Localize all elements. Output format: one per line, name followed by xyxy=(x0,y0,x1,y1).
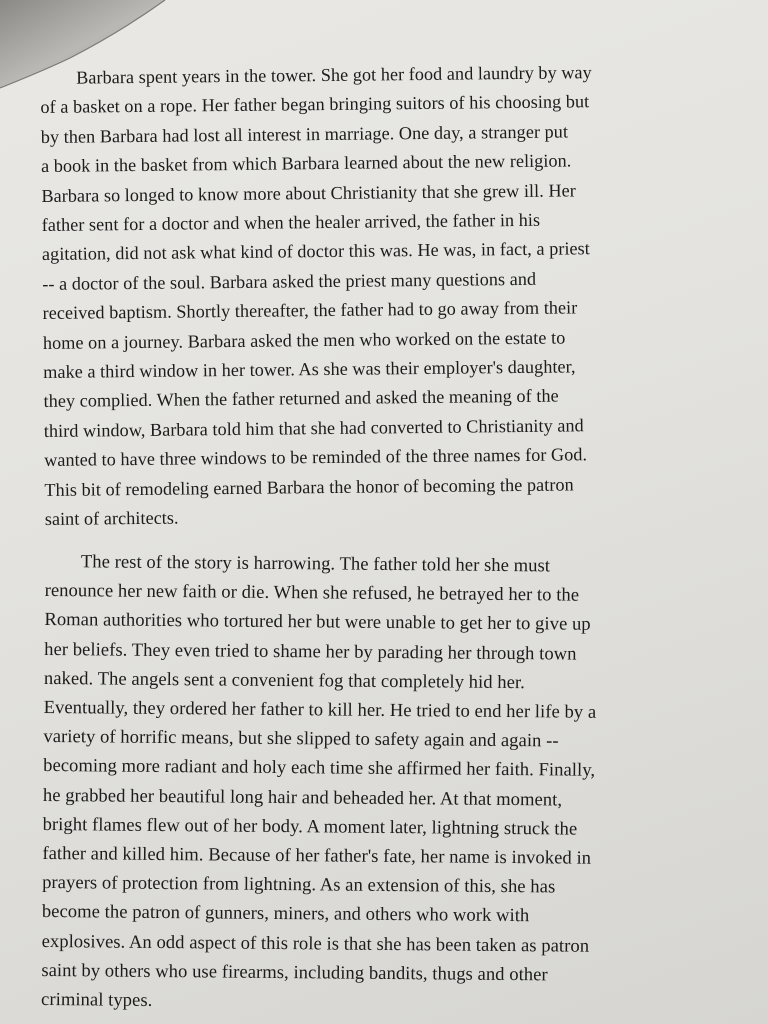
text-line: criminal types. xyxy=(41,988,153,1011)
text-line: home on a journey. Barbara asked the men who worked on the estate to xyxy=(42,327,566,353)
text-line: he grabbed her beautiful long hair and beheaded her. At that moment, xyxy=(42,784,563,810)
text-line: variety of horrific means, but she slipped to safety again and again -- xyxy=(43,725,559,752)
paragraph-2 xyxy=(41,546,745,1019)
text-line: received baptism. Shortly thereafter, the father had to go away from their xyxy=(42,297,578,324)
text-line: agitation, did not ask what kind of doctor this was. He was, in fact, a priest xyxy=(41,238,590,265)
text-line: saint of architects. xyxy=(44,507,179,530)
text-line: Roman authorities who tortured her but were unable to get her to give up xyxy=(44,608,591,635)
text-line: renounce her new faith or die. When she refused, he betrayed her to the xyxy=(44,579,580,606)
text-line: they complied. When the father returned and asked the meaning of the xyxy=(43,386,559,412)
text-line: become the patron of gunners, miners, and others who work with xyxy=(41,900,530,927)
text-line: make a third window in her tower. As she was their employer's daughter, xyxy=(43,356,576,383)
text-line: Barbara so longed to know more about Christianity that she grew ill. Her xyxy=(41,180,576,206)
text-line: of a basket on a rope. Her father began bringing suitors of his choosing but xyxy=(40,91,590,118)
paragraph-1 xyxy=(40,57,745,535)
text-line: wanted to have three windows to be reminded of the three names for God. xyxy=(44,444,588,471)
text-line: bright flames flew out of her body. A moment later, lightning struck the xyxy=(42,813,578,839)
text-line: prayers of protection from lightning. As an extension of this, she has xyxy=(42,871,556,898)
text-line: by then Barbara had lost all interest in marriage. One day, a stranger put xyxy=(40,121,569,147)
text-line: This bit of remodeling earned Barbara the honor of becoming the patron xyxy=(44,474,574,500)
text-line: Eventually, they ordered her father to kill her. He tried to end her life by a xyxy=(43,696,597,723)
text-line: father sent for a doctor and when the healer arrived, the father in his xyxy=(41,209,541,236)
text-line: her beliefs. They even tried to shame her by parading her through town xyxy=(44,638,577,664)
text-line: -- a doctor of the soul. Barbara asked the priest many questions and xyxy=(42,268,537,294)
text-line: Barbara spent years in the tower. She got her food and laundry by way xyxy=(76,62,592,88)
text-line: The rest of the story is harrowing. The father told her she must xyxy=(80,550,551,576)
text-line: becoming more radiant and holy each time she affirmed her faith. Finally, xyxy=(43,754,596,781)
text-line: third window, Barbara told him that she had converted to Christianity and xyxy=(43,415,584,441)
text-line: saint by others who use firearms, including bandits, thugs and other xyxy=(41,959,548,985)
document-page xyxy=(40,57,750,1014)
text-line: explosives. An odd aspect of this role is that she has been taken as patron xyxy=(41,930,590,956)
text-line: a book in the basket from which Barbara learned about the new religion. xyxy=(40,150,572,177)
text-line: naked. The angels sent a convenient fog that completely hid her. xyxy=(43,667,525,693)
text-line: father and killed him. Because of her father's fate, her name is invoked in xyxy=(42,842,592,869)
